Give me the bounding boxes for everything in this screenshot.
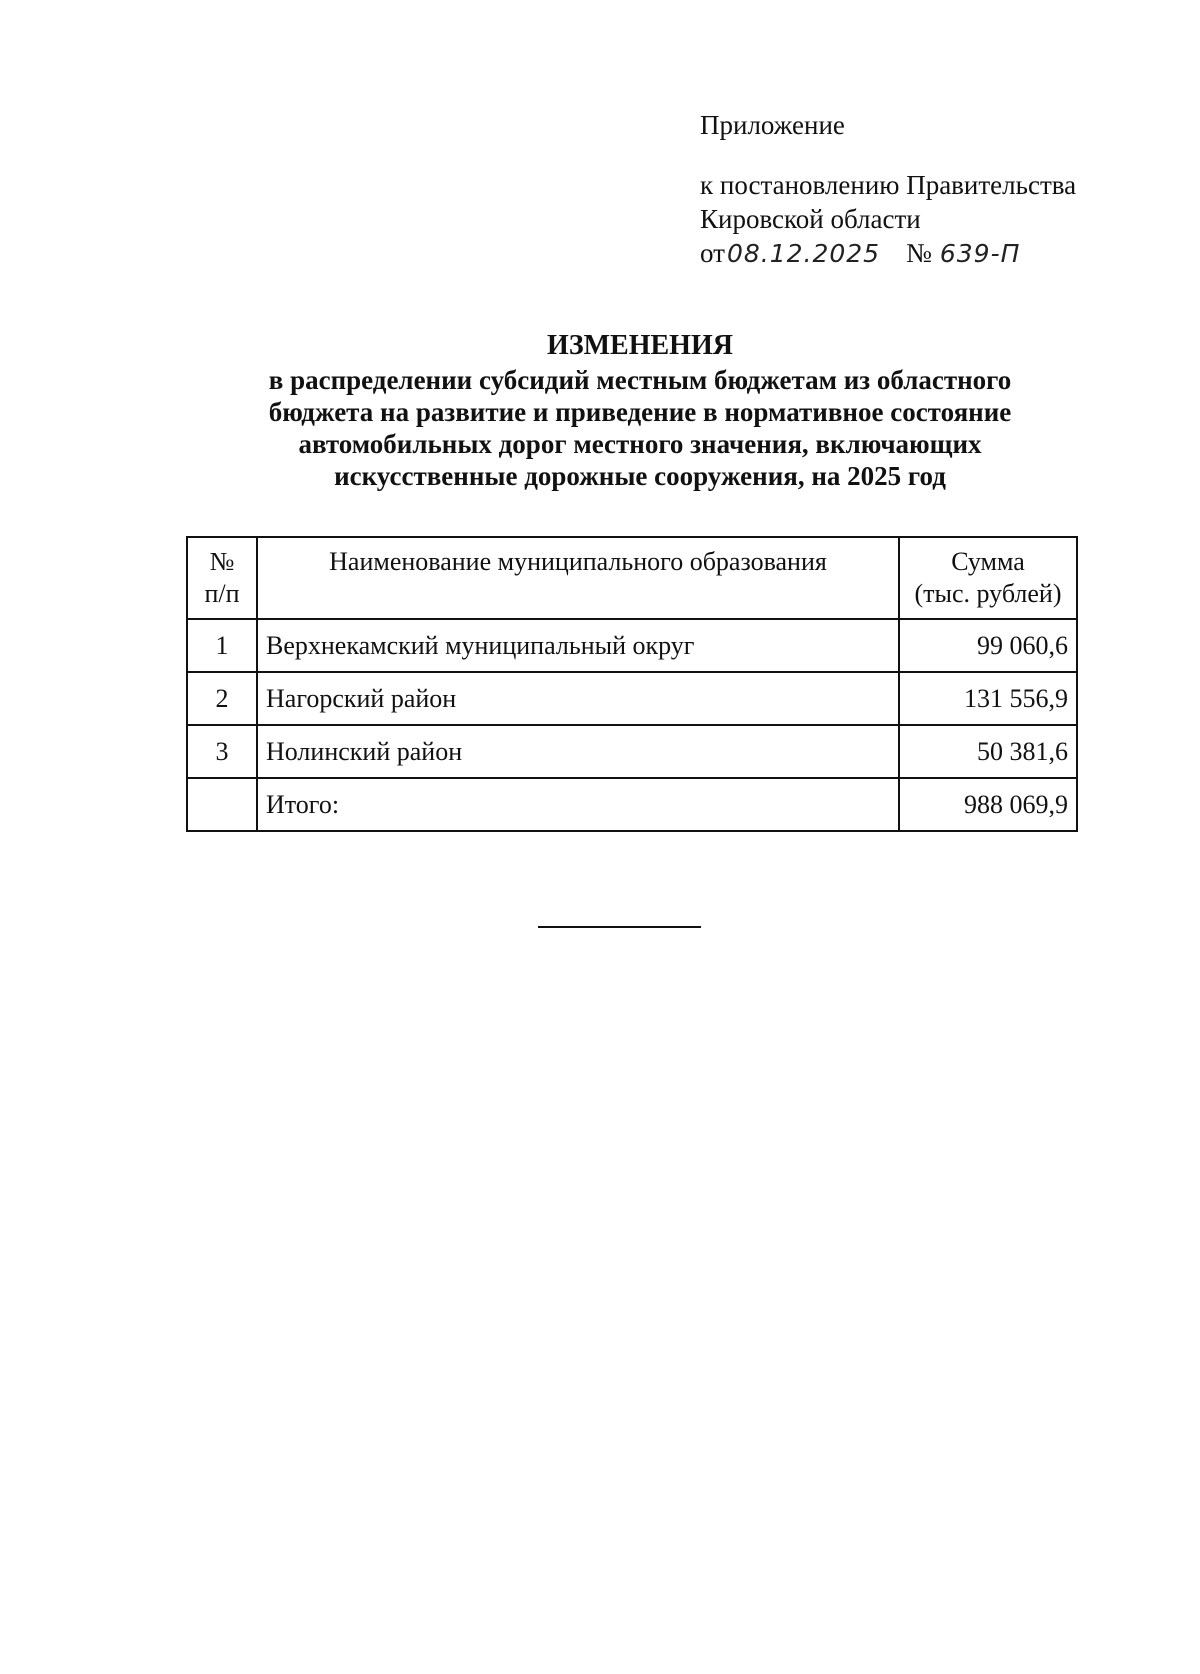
document-title: [200, 330, 1080, 492]
header-sum: [899, 537, 1077, 619]
appendix-block: [700, 108, 1076, 271]
header-name: Наименование муниципального образования: [257, 537, 899, 619]
handwritten-number: 639-П: [939, 239, 1021, 268]
row-sum: 131 556,9: [899, 672, 1077, 725]
header-num-line-1: №: [209, 547, 235, 576]
subsidies-table: [186, 536, 1078, 832]
row-name: Верхнекамский муниципальный округ: [257, 619, 899, 672]
appendix-date-line: [700, 236, 1076, 271]
row-num: 2: [187, 672, 257, 725]
header-sum-line-1: Сумма: [951, 547, 1025, 576]
row-num: 1: [187, 619, 257, 672]
row-sum: 50 381,6: [899, 725, 1077, 778]
row-sum: 99 060,6: [899, 619, 1077, 672]
header-sum-line-2: (тыс. рублей): [914, 579, 1062, 608]
header-num: [187, 537, 257, 619]
appendix-label: Приложение: [700, 110, 845, 140]
row-name: Нолинский район: [257, 725, 899, 778]
table-header-row: [187, 537, 1077, 619]
total-row: [187, 778, 1077, 831]
header-num-line-2: п/п: [204, 579, 240, 608]
title-heading: ИЗМЕНЕНИЯ: [547, 330, 733, 361]
title-line-3: автомобильных дорог местного значения, включающих: [298, 429, 982, 459]
total-label: Итого:: [257, 778, 899, 831]
table-row: [187, 619, 1077, 672]
handwritten-date: 08.12.2025: [726, 239, 881, 268]
total-sum: 988 069,9: [899, 778, 1077, 831]
appendix-line-1: к постановлению Правительства: [700, 170, 1077, 200]
end-divider: [538, 926, 701, 928]
number-prefix: №: [906, 238, 932, 268]
title-line-1: в распределении субсидий местным бюджетам из областного: [268, 365, 1012, 395]
table-row: [187, 672, 1077, 725]
table-row: [187, 725, 1077, 778]
appendix-line-2: Кировской области: [700, 204, 921, 234]
date-prefix: от: [700, 238, 725, 268]
title-line-2: бюджета на развитие и приведение в нормативное состояние: [268, 397, 1012, 427]
title-line-4: искусственные дорожные сооружения, на 2025 год: [334, 461, 946, 491]
row-num: 3: [187, 725, 257, 778]
row-name: Нагорский район: [257, 672, 899, 725]
total-num: [187, 778, 257, 831]
